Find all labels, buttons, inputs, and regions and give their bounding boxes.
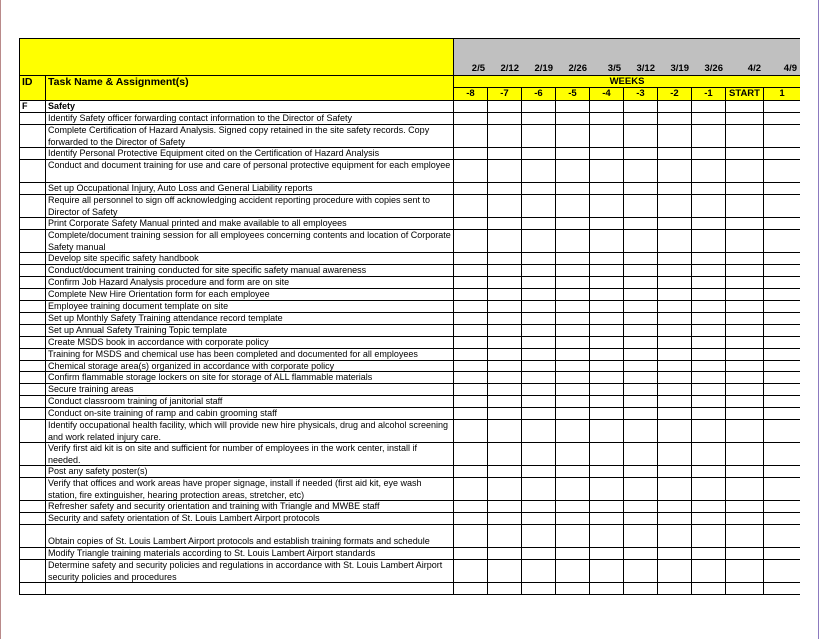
weeks-label: WEEKS bbox=[609, 76, 645, 87]
week-date-label: 2/19 bbox=[534, 63, 553, 74]
week-date-label: 3/12 bbox=[636, 63, 655, 74]
task-name: Secure training areas bbox=[48, 384, 134, 394]
task-name: Security and safety orientation of St. Louis Lambert Airport protocols bbox=[48, 513, 320, 523]
week-date-label: 2/12 bbox=[500, 63, 519, 74]
week-number-label: -3 bbox=[636, 88, 645, 99]
task-name: Identify Personal Protective Equipment cited on the Certification of Hazard Analysis bbox=[48, 148, 380, 158]
task-name: Refresher safety and security orientation and training with Triangle and MWBE staff bbox=[48, 501, 380, 511]
week-number-label: START bbox=[729, 88, 760, 99]
week-number-label: 1 bbox=[779, 88, 785, 99]
task-header-label: Task Name & Assignment(s) bbox=[48, 76, 189, 88]
week-date-label: 2/5 bbox=[471, 63, 485, 74]
task-name: Develop site specific safety handbook bbox=[48, 253, 199, 263]
task-name: Require all personnel to sign off acknowledging accident reporting procedure with copies sent to Director of Safety bbox=[48, 195, 431, 217]
week-date-label: 3/19 bbox=[670, 63, 689, 74]
task-name: Chemical storage area(s) organized in accordance with corporate policy bbox=[48, 361, 335, 371]
week-date-label: 3/26 bbox=[704, 63, 723, 74]
section-title: Safety bbox=[48, 101, 76, 111]
task-name: Training for MSDS and chemical use has been completed and documented for all employees bbox=[48, 349, 418, 359]
task-name: Conduct/document training conducted for site specific safety manual awareness bbox=[48, 265, 367, 275]
task-name: Set up Monthly Safety Training attendance record template bbox=[48, 313, 283, 323]
task-name: Conduct classroom training of janitorial staff bbox=[48, 396, 223, 406]
week-number-label: -7 bbox=[500, 88, 509, 99]
week-number-label: -1 bbox=[704, 88, 713, 99]
week-date-label: 3/5 bbox=[607, 63, 621, 74]
week-date-label: 4/2 bbox=[747, 63, 761, 74]
task-name: Determine safety and security policies and regulations in accordance with St. Louis Lambert Airport security policies and procedures bbox=[48, 560, 443, 582]
id-header-label: ID bbox=[22, 76, 33, 88]
task-name: Obtain copies of St. Louis Lambert Airport protocols and establish training formats and schedule bbox=[48, 536, 430, 546]
task-name: Verify first aid kit is on site and sufficient for number of employees in the work center, install if needed. bbox=[48, 443, 418, 465]
task-name: Conduct on-site training of ramp and cabin grooming staff bbox=[48, 408, 277, 418]
task-name: Identify occupational health facility, which will provide new hire physicals, drug and alcohol screening and work related injury care. bbox=[48, 420, 449, 442]
week-number-label: -4 bbox=[602, 88, 611, 99]
task-name: Set up Occupational Injury, Auto Loss and General Liability reports bbox=[48, 183, 313, 193]
task-name: Modify Triangle training materials according to St. Louis Lambert Airport standards bbox=[48, 548, 376, 558]
task-name: Create MSDS book in accordance with corporate policy bbox=[48, 337, 269, 347]
task-name: Complete Certification of Hazard Analysis. Signed copy retained in the site safety records. Copy forwarded to the Director of Safety bbox=[48, 125, 430, 147]
task-name: Conduct and document training for use and care of personal protective equipment for each employee bbox=[48, 160, 451, 170]
section-id: F bbox=[22, 101, 28, 111]
week-date-label: 4/9 bbox=[783, 63, 797, 74]
task-name: Complete/document training session for all employees concerning contents and location of Corporate Safety manual bbox=[48, 230, 451, 252]
task-name: Identify Safety officer forwarding contact information to the Director of Safety bbox=[48, 113, 352, 123]
week-number-label: -2 bbox=[670, 88, 679, 99]
task-name: Complete New Hire Orientation form for each employee bbox=[48, 289, 270, 299]
task-name: Print Corporate Safety Manual printed and make available to all employees bbox=[48, 218, 347, 228]
week-number-label: -6 bbox=[534, 88, 543, 99]
week-number-label: -8 bbox=[466, 88, 475, 99]
task-name: Confirm flammable storage lockers on site for storage of ALL flammable materials bbox=[48, 372, 373, 382]
week-number-label: -5 bbox=[568, 88, 577, 99]
task-name: Post any safety poster(s) bbox=[48, 466, 148, 476]
task-name: Confirm Job Hazard Analysis procedure and form are on site bbox=[48, 277, 290, 287]
week-date-label: 2/26 bbox=[568, 63, 587, 74]
task-name: Verify that offices and work areas have proper signage, install if needed (first aid kit, eye wash station, fire extinguisher, hearing protection areas, stretcher, etc) bbox=[48, 478, 422, 500]
task-name: Set up Annual Safety Training Topic template bbox=[48, 325, 227, 335]
task-name: Employee training document template on site bbox=[48, 301, 229, 311]
